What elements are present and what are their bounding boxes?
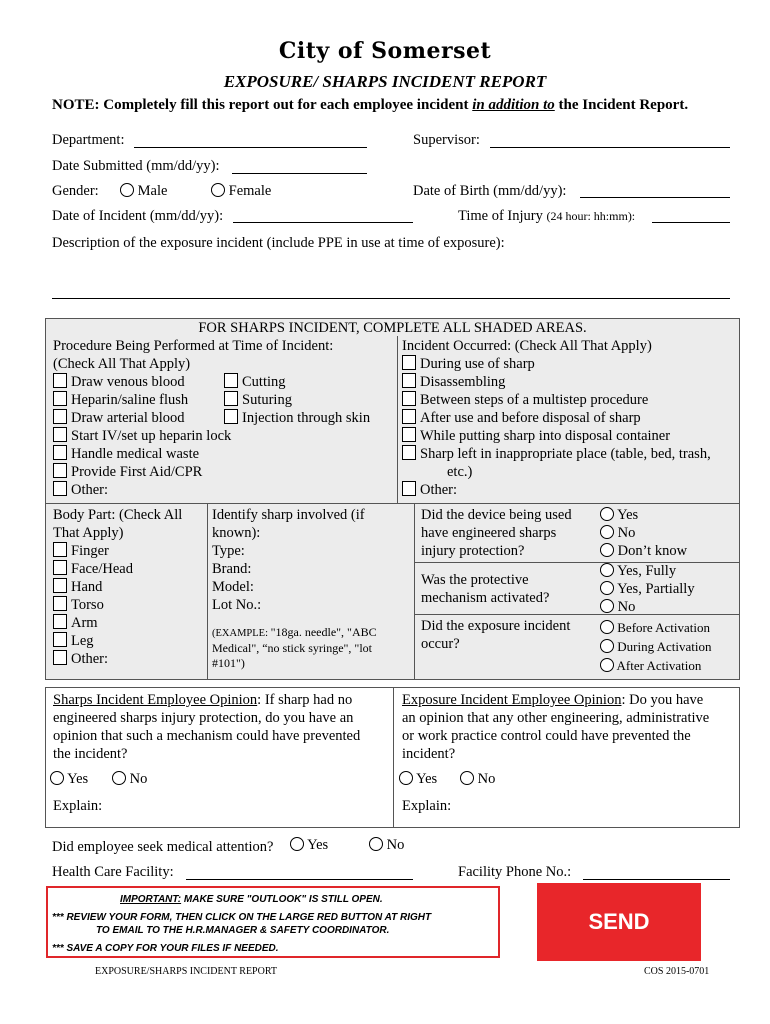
- q-device: injury protection?: [421, 543, 525, 559]
- occurred-item-other[interactable]: Other:: [402, 481, 457, 499]
- time-injury-label: Time of Injury (24 hour: hh:mm):: [458, 208, 636, 224]
- exposure-opinion-no[interactable]: No: [460, 770, 495, 788]
- q-when: Did the exposure incident: [421, 618, 571, 634]
- sharps-opinion-no[interactable]: No: [112, 770, 147, 788]
- occurred-item[interactable]: During use of sharp: [402, 355, 535, 373]
- procedure-item[interactable]: Cutting: [224, 373, 286, 391]
- report-title: EXPOSURE/ SHARPS INCIDENT REPORT: [223, 72, 547, 91]
- occurred-title: Incident Occurred: (Check All That Apply): [402, 338, 652, 354]
- divider: [414, 503, 415, 680]
- footer-right: COS 2015-0701: [644, 966, 710, 977]
- mech-yes-partially[interactable]: Yes, Partially: [600, 580, 695, 598]
- body-part-item-other[interactable]: Other:: [53, 650, 108, 668]
- sharps-opinion: Sharps Incident Employee Opinion: If sharp had no engineered sharps injury protection, do you have an opinion that such a mechanism could have prevented the incident?: [53, 692, 361, 762]
- male-radio[interactable]: [120, 183, 134, 197]
- body-part-item[interactable]: Torso: [53, 596, 104, 614]
- procedure-title: Procedure Being Performed at Time of Incident:: [53, 338, 334, 354]
- q-device: Did the device being used: [421, 507, 572, 523]
- identify-type[interactable]: Type:: [212, 543, 245, 559]
- medical-no[interactable]: No: [369, 836, 404, 854]
- body-part-title: Body Part: (Check All: [53, 507, 183, 523]
- device-yes[interactable]: Yes: [600, 506, 638, 524]
- time-injury-input[interactable]: [652, 222, 730, 223]
- procedure-item[interactable]: Suturing: [224, 391, 292, 409]
- occurred-item[interactable]: Sharp left in inappropriate place (table, bed, trash,: [402, 445, 711, 463]
- department-label: Department:: [52, 132, 125, 148]
- footer-left: EXPOSURE/SHARPS INCIDENT REPORT: [95, 966, 278, 977]
- body-part-item[interactable]: Arm: [53, 614, 98, 632]
- after-activation[interactable]: After Activation: [600, 658, 701, 674]
- identify-title: known):: [212, 525, 261, 541]
- dob-input[interactable]: [580, 197, 730, 198]
- gender-label: Gender:: [52, 183, 99, 199]
- exposure-explain[interactable]: Explain:: [402, 798, 452, 814]
- description-input[interactable]: [52, 298, 730, 299]
- before-activation[interactable]: Before Activation: [600, 620, 710, 636]
- sharps-heading: FOR SHARPS INCIDENT, COMPLETE ALL SHADED AREAS.: [198, 320, 587, 336]
- important-notice: IMPORTANT: MAKE SURE "OUTLOOK" IS STILL OPEN. *** REVIEW YOUR FORM, THEN CLICK ON THE LARGE RED BUTTON AT RIGHT TO EMAIL TO THE H.R.MANAGER & SAFETY COORDINATOR. *** SAVE A COPY FOR YOUR FILES IF NEEDED.: [46, 886, 500, 958]
- identify-model[interactable]: Model:: [212, 579, 254, 595]
- occurred-item-cont: etc.): [447, 464, 473, 480]
- date-incident-input[interactable]: [233, 222, 413, 223]
- facility-input[interactable]: [186, 879, 413, 880]
- during-activation[interactable]: During Activation: [600, 639, 712, 655]
- occurred-item[interactable]: Disassembling: [402, 373, 505, 391]
- q-when: occur?: [421, 636, 460, 652]
- date-submitted-label: Date Submitted (mm/dd/yy):: [52, 158, 220, 174]
- occurred-item[interactable]: Between steps of a multistep procedure: [402, 391, 648, 409]
- divider: [393, 687, 394, 828]
- dob-label: Date of Birth (mm/dd/yy):: [413, 183, 567, 199]
- device-dont-know[interactable]: Don’t know: [600, 542, 687, 560]
- occurred-item[interactable]: After use and before disposal of sharp: [402, 409, 641, 427]
- divider: [414, 562, 740, 563]
- city-title: City of Somerset: [278, 38, 492, 64]
- procedure-item-other[interactable]: Other:: [53, 481, 108, 499]
- occurred-item[interactable]: While putting sharp into disposal container: [402, 427, 670, 445]
- supervisor-label: Supervisor:: [413, 132, 480, 148]
- divider: [414, 614, 740, 615]
- medical-question: Did employee seek medical attention?: [52, 839, 274, 855]
- body-part-title: That Apply): [53, 525, 124, 541]
- note: NOTE: Completely fill this report out for each employee incident in addition to the Incident Report.: [52, 97, 689, 113]
- male-option[interactable]: Male: [120, 182, 167, 200]
- q-mechanism: mechanism activated?: [421, 590, 550, 606]
- phone-label: Facility Phone No.:: [458, 864, 572, 880]
- sharps-opinion-yes[interactable]: Yes: [50, 770, 88, 788]
- exposure-opinion-yes[interactable]: Yes: [399, 770, 437, 788]
- department-input[interactable]: [134, 147, 367, 148]
- sharps-explain[interactable]: Explain:: [53, 798, 103, 814]
- procedure-item[interactable]: Handle medical waste: [53, 445, 199, 463]
- procedure-item[interactable]: Draw arterial blood: [53, 409, 185, 427]
- body-part-item[interactable]: Leg: [53, 632, 94, 650]
- exposure-opinion: Exposure Incident Employee Opinion: Do you have an opinion that any other engineering, administrative or work practice control could have prevented the incident?: [402, 692, 710, 762]
- procedure-item[interactable]: Draw venous blood: [53, 373, 185, 391]
- q-device: have engineered sharps: [421, 525, 557, 541]
- procedure-sub: (Check All That Apply): [53, 356, 191, 372]
- date-incident-label: Date of Incident (mm/dd/yy):: [52, 208, 224, 224]
- mech-no[interactable]: No: [600, 598, 635, 616]
- mech-yes-fully[interactable]: Yes, Fully: [600, 562, 676, 580]
- phone-input[interactable]: [583, 879, 730, 880]
- procedure-item[interactable]: Start IV/set up heparin lock: [53, 427, 231, 445]
- send-button[interactable]: SEND: [537, 883, 701, 961]
- female-radio[interactable]: [211, 183, 225, 197]
- medical-yes[interactable]: Yes: [290, 836, 328, 854]
- body-part-item[interactable]: Finger: [53, 542, 109, 560]
- facility-label: Health Care Facility:: [52, 864, 174, 880]
- description-label: Description of the exposure incident (include PPE in use at time of exposure):: [52, 235, 505, 251]
- device-no[interactable]: No: [600, 524, 635, 542]
- body-part-item[interactable]: Face/Head: [53, 560, 133, 578]
- procedure-item[interactable]: Injection through skin: [224, 409, 370, 427]
- procedure-item[interactable]: Provide First Aid/CPR: [53, 463, 202, 481]
- identify-brand[interactable]: Brand:: [212, 561, 252, 577]
- q-mechanism: Was the protective: [421, 572, 529, 588]
- body-part-item[interactable]: Hand: [53, 578, 102, 596]
- identify-title: Identify sharp involved (if: [212, 507, 365, 523]
- divider: [207, 503, 208, 680]
- section-divider: [397, 336, 398, 504]
- procedure-item[interactable]: Heparin/saline flush: [53, 391, 188, 409]
- female-option[interactable]: Female: [211, 182, 271, 200]
- identify-lot[interactable]: Lot No.:: [212, 597, 262, 613]
- supervisor-input[interactable]: [490, 147, 730, 148]
- date-submitted-input[interactable]: [232, 173, 367, 174]
- example-note: (EXAMPLE: "18ga. needle", "ABC Medical", “no stick syringe", "lot #101"): [212, 625, 377, 670]
